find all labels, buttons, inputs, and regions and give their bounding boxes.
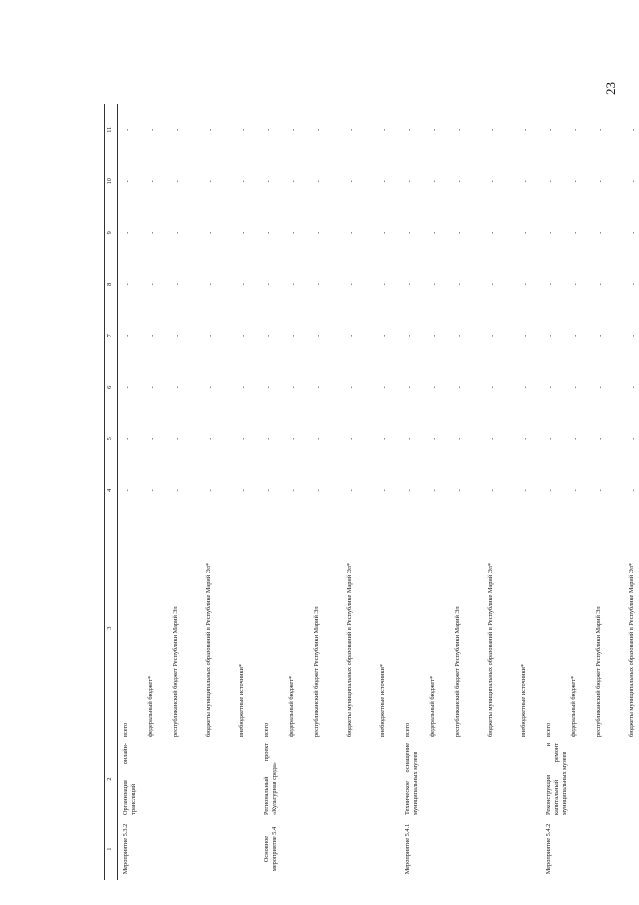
- funding-source: всего: [122, 722, 129, 737]
- value-cell: -: [522, 386, 529, 389]
- funding-source: всего: [404, 722, 411, 737]
- value-cell: -: [381, 334, 388, 337]
- value-cell: -: [265, 231, 272, 234]
- value-cell: -: [522, 283, 529, 286]
- value-cell: -: [547, 386, 554, 389]
- value-cell: -: [489, 283, 496, 286]
- value-cell: -: [597, 180, 604, 183]
- value-cell: -: [630, 437, 637, 440]
- value-cell: -: [630, 489, 637, 492]
- value-cell: -: [290, 180, 297, 183]
- value-cell: -: [597, 437, 604, 440]
- funding-source: бюджеты муниципальных образований в Республике Марий Эл*: [487, 562, 494, 737]
- value-cell: -: [315, 489, 322, 492]
- table-row: [118, 104, 144, 880]
- value-cell: -: [547, 437, 554, 440]
- value-cell: -: [456, 180, 463, 183]
- value-cell: -: [522, 231, 529, 234]
- value-cell: -: [572, 437, 579, 440]
- funding-source: всего: [545, 722, 552, 737]
- value-cell: -: [124, 231, 131, 234]
- funding-source: внебюджетные источники*: [379, 663, 386, 737]
- value-cell: -: [207, 283, 214, 286]
- value-cell: -: [431, 386, 438, 389]
- value-cell: -: [547, 283, 554, 286]
- value-cell: -: [240, 128, 247, 131]
- value-cell: -: [124, 283, 131, 286]
- value-cell: -: [240, 283, 247, 286]
- value-cell: -: [290, 283, 297, 286]
- header-row: [105, 104, 118, 880]
- value-cell: -: [630, 128, 637, 131]
- funding-source: бюджеты муниципальных образований в Республике Марий Эл*: [205, 562, 212, 737]
- value-cell: -: [290, 489, 297, 492]
- value-cell: -: [456, 489, 463, 492]
- value-cell: -: [572, 180, 579, 183]
- value-cell: -: [456, 128, 463, 131]
- funding-source: бюджеты муниципальных образований в Республике Марий Эл*: [346, 562, 353, 737]
- value-cell: -: [149, 128, 156, 131]
- value-cell: -: [381, 489, 388, 492]
- value-cell: -: [489, 437, 496, 440]
- value-cell: -: [630, 231, 637, 234]
- value-cell: -: [406, 128, 413, 131]
- column-header: 4: [105, 465, 118, 517]
- value-cell: -: [348, 128, 355, 131]
- table-body: [118, 104, 639, 880]
- value-cell: -: [431, 334, 438, 337]
- value-cell: -: [456, 283, 463, 286]
- value-cell: -: [406, 180, 413, 183]
- value-cell: -: [124, 437, 131, 440]
- value-cell: -: [572, 386, 579, 389]
- value-cell: -: [381, 386, 388, 389]
- measure-name: Региональный проект «Культурная среда»: [263, 743, 278, 815]
- value-cell: -: [207, 489, 214, 492]
- value-cell: -: [431, 231, 438, 234]
- value-cell: -: [315, 180, 322, 183]
- value-cell: -: [174, 386, 181, 389]
- value-cell: -: [348, 489, 355, 492]
- value-cell: -: [489, 128, 496, 131]
- value-cell: -: [381, 437, 388, 440]
- value-cell: -: [207, 180, 214, 183]
- value-cell: -: [174, 283, 181, 286]
- funding-source: республиканский бюджет Республики Марий Эл: [313, 606, 320, 737]
- value-cell: -: [149, 180, 156, 183]
- value-cell: -: [456, 437, 463, 440]
- value-cell: -: [597, 231, 604, 234]
- funding-source: федеральный бюджет*: [570, 675, 577, 737]
- value-cell: -: [431, 128, 438, 131]
- value-cell: -: [489, 489, 496, 492]
- funding-source: республиканский бюджет Республики Марий Эл: [454, 606, 461, 737]
- value-cell: -: [240, 386, 247, 389]
- measure-name: Организация онлайн-трансляций: [122, 743, 137, 815]
- value-cell: -: [207, 386, 214, 389]
- value-cell: -: [522, 128, 529, 131]
- value-cell: -: [174, 231, 181, 234]
- value-cell: -: [572, 283, 579, 286]
- value-cell: -: [630, 283, 637, 286]
- value-cell: -: [207, 231, 214, 234]
- page-number: 23: [603, 82, 618, 95]
- value-cell: -: [522, 334, 529, 337]
- value-cell: -: [124, 334, 131, 337]
- value-cell: -: [572, 128, 579, 131]
- funding-source: внебюджетные источники*: [238, 663, 245, 737]
- column-header: 2: [105, 740, 118, 818]
- table-row: [400, 104, 425, 880]
- funding-source: республиканский бюджет Республики Марий Эл: [595, 606, 602, 737]
- value-cell: -: [381, 128, 388, 131]
- value-cell: -: [381, 180, 388, 183]
- value-cell: -: [124, 128, 131, 131]
- value-cell: -: [522, 437, 529, 440]
- measure-code: Мероприятие 5.4.1: [404, 823, 411, 875]
- value-cell: -: [381, 283, 388, 286]
- value-cell: -: [149, 334, 156, 337]
- value-cell: -: [315, 334, 322, 337]
- measure-name: Реконструкция и капитальный ремонт муниципальных музеев: [545, 743, 568, 815]
- value-cell: -: [489, 231, 496, 234]
- value-cell: -: [207, 437, 214, 440]
- funding-source: федеральный бюджет*: [147, 675, 154, 737]
- value-cell: -: [406, 283, 413, 286]
- value-cell: -: [348, 437, 355, 440]
- value-cell: -: [290, 334, 297, 337]
- value-cell: -: [207, 334, 214, 337]
- value-cell: -: [547, 128, 554, 131]
- value-cell: -: [431, 489, 438, 492]
- value-cell: -: [174, 489, 181, 492]
- funding-source: республиканский бюджет Республики Марий Эл: [172, 606, 179, 737]
- value-cell: -: [290, 231, 297, 234]
- value-cell: -: [547, 334, 554, 337]
- value-cell: -: [265, 386, 272, 389]
- value-cell: -: [572, 231, 579, 234]
- column-header: 7: [105, 310, 118, 362]
- value-cell: -: [174, 180, 181, 183]
- value-cell: -: [315, 231, 322, 234]
- column-header: 11: [105, 104, 118, 156]
- value-cell: -: [265, 180, 272, 183]
- value-cell: -: [547, 231, 554, 234]
- value-cell: -: [240, 231, 247, 234]
- funding-table: [104, 104, 639, 880]
- value-cell: -: [149, 489, 156, 492]
- value-cell: -: [489, 386, 496, 389]
- value-cell: -: [456, 231, 463, 234]
- value-cell: -: [124, 489, 131, 492]
- value-cell: -: [149, 231, 156, 234]
- column-header: 6: [105, 362, 118, 414]
- value-cell: -: [597, 334, 604, 337]
- value-cell: -: [431, 283, 438, 286]
- value-cell: -: [240, 180, 247, 183]
- column-header: 3: [105, 516, 118, 740]
- column-header: 8: [105, 259, 118, 311]
- value-cell: -: [406, 489, 413, 492]
- value-cell: -: [348, 231, 355, 234]
- value-cell: -: [240, 489, 247, 492]
- value-cell: -: [456, 386, 463, 389]
- value-cell: -: [149, 283, 156, 286]
- value-cell: -: [489, 334, 496, 337]
- value-cell: -: [149, 386, 156, 389]
- column-header: 10: [105, 156, 118, 208]
- column-header: 1: [105, 818, 118, 880]
- value-cell: -: [290, 386, 297, 389]
- value-cell: -: [431, 180, 438, 183]
- funding-source: бюджеты муниципальных образований в Республике Марий Эл*: [628, 562, 635, 737]
- value-cell: -: [124, 386, 131, 389]
- value-cell: -: [489, 180, 496, 183]
- table-row: [259, 104, 284, 880]
- value-cell: -: [572, 334, 579, 337]
- measure-code: Мероприятие 5.3.2: [122, 823, 129, 875]
- value-cell: -: [265, 128, 272, 131]
- value-cell: -: [240, 334, 247, 337]
- value-cell: -: [406, 231, 413, 234]
- value-cell: -: [522, 489, 529, 492]
- funding-source: федеральный бюджет*: [288, 675, 295, 737]
- rotated-table-container: [104, 104, 637, 880]
- value-cell: -: [522, 180, 529, 183]
- value-cell: -: [290, 128, 297, 131]
- value-cell: -: [406, 437, 413, 440]
- value-cell: -: [597, 489, 604, 492]
- value-cell: -: [124, 180, 131, 183]
- value-cell: -: [597, 386, 604, 389]
- column-header: 5: [105, 413, 118, 465]
- funding-source: всего: [263, 722, 270, 737]
- value-cell: -: [572, 489, 579, 492]
- value-cell: -: [456, 334, 463, 337]
- value-cell: -: [315, 128, 322, 131]
- value-cell: -: [174, 334, 181, 337]
- value-cell: -: [149, 437, 156, 440]
- value-cell: -: [174, 437, 181, 440]
- value-cell: -: [207, 128, 214, 131]
- value-cell: -: [547, 489, 554, 492]
- value-cell: -: [348, 386, 355, 389]
- value-cell: -: [630, 386, 637, 389]
- funding-source: внебюджетные источники*: [520, 663, 527, 737]
- value-cell: -: [265, 334, 272, 337]
- value-cell: -: [265, 283, 272, 286]
- value-cell: -: [348, 283, 355, 286]
- value-cell: -: [315, 386, 322, 389]
- value-cell: -: [348, 180, 355, 183]
- value-cell: -: [240, 437, 247, 440]
- funding-source: федеральный бюджет*: [429, 675, 436, 737]
- value-cell: -: [381, 231, 388, 234]
- measure-name: Техническое оснащение муниципальных музеев: [404, 743, 419, 815]
- value-cell: -: [630, 334, 637, 337]
- measure-code: Основное мероприятие 5.4: [263, 826, 278, 872]
- value-cell: -: [315, 283, 322, 286]
- column-header: 9: [105, 207, 118, 259]
- value-cell: -: [265, 437, 272, 440]
- value-cell: -: [406, 334, 413, 337]
- value-cell: -: [348, 334, 355, 337]
- table-row: [541, 104, 566, 880]
- value-cell: -: [406, 386, 413, 389]
- value-cell: -: [290, 437, 297, 440]
- value-cell: -: [174, 128, 181, 131]
- value-cell: -: [315, 437, 322, 440]
- value-cell: -: [547, 180, 554, 183]
- measure-code: Мероприятие 5.4.2: [545, 823, 552, 875]
- value-cell: -: [597, 283, 604, 286]
- value-cell: -: [597, 128, 604, 131]
- value-cell: -: [265, 489, 272, 492]
- value-cell: -: [630, 180, 637, 183]
- value-cell: -: [431, 437, 438, 440]
